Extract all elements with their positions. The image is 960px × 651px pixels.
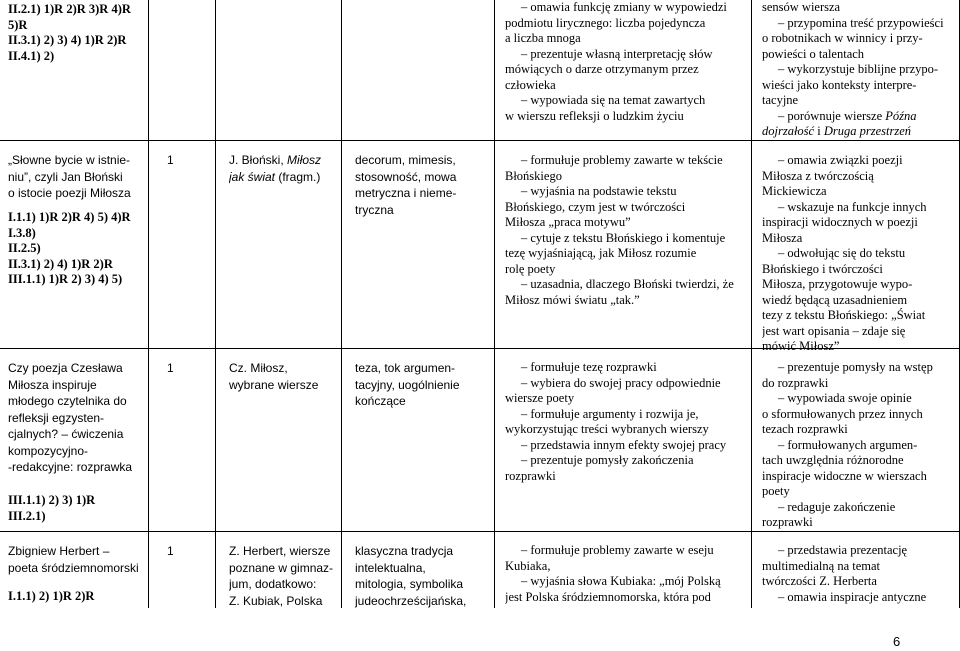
extended-requirements: sensów wiersza – przypomina treść przypowieści o robotnikach w winnicy i przy- powieści o talentach – wykorzystuje biblijne przypo- wieści jako konteksty interpre- tacyjne – porównuje wiersze Późna dojrzałość i Druga przestrzeń: [762, 0, 944, 138]
reading-material: Z. Herbert, wiersze poznane w gimnaz- jum, dodatkowo: Z. Kubiak, Polska: [229, 544, 334, 608]
reading-material: Cz. Miłosz, wybrane wiersze: [229, 361, 319, 392]
column-divider: [341, 0, 342, 608]
column-divider: [494, 0, 495, 608]
hours-count: 1: [167, 361, 174, 375]
extended-requirements: – prezentuje pomysły na wstęp do rozprawki – wypowiada swoje opinie o sformułowanych przez innych tezach rozprawki – formułowanych argumen- tach uwzględnia różnorodne inspiracje widoczne w wierszach poety – redaguje zakończenie rozprawki: [762, 360, 933, 529]
basic-requirements: – formułuje problemy zawarte w tekście Błońskiego – wyjaśnia na podstawie tekstu Błońskiego, czym jest w twórczości Miłosza „praca motywu” – cytuje z tekstu Błońskiego i komentuje tezę wyjaśniającą, jak Miłosz rozumie rolę poety – uzasadnia, dlaczego Błoński twierdzi, że Miłosz mówi światu „tak.”: [505, 153, 734, 307]
basic-requirements: – formułuje problemy zawarte w eseju Kubiaka, – wyjaśnia słowa Kubiaka: „mój Polską jest Polska śródziemnomorska, która pod: [505, 543, 721, 604]
column-divider: [148, 0, 149, 608]
row-divider: [0, 140, 960, 141]
topic-title: Czy poezja Czesława Miłosza inspiruje młodego czytelnika do refleksji egzysten- cjalnych? – ćwiczenia kompozycyjno- -redakcyjne: rozprawka: [8, 361, 133, 474]
topic-title: Zbigniew Herbert – poeta śródziemnomorski: [8, 544, 139, 575]
reading-material: J. Błoński, Miłosz jak świat (fragm.): [229, 153, 322, 184]
requirements-block: III.1.1) 2) 3) 1)R III.2.1): [8, 493, 96, 523]
row-divider: [0, 531, 960, 532]
key-concepts: teza, tok argumen- tacyjny, uogólnienie kończące: [355, 361, 460, 408]
basic-requirements: – omawia funkcję zmiany w wypowiedzi podmiotu lirycznego: liczba pojedyncza a liczba mnoga – prezentuje własną interpretację słów mówiących o darze otrzymanym przez człowieka – wypowiada się na temat zawartych w wierszu refleksji o ludzkim życiu: [505, 0, 727, 123]
topic-title: „Słowne bycie w istnie- niu”, czyli Jan Błoński o istocie poezji Miłosza: [8, 153, 131, 200]
requirements-block: II.2.1) 1)R 2)R 3)R 4)R 5)R II.3.1) 2) 3) 4) 1)R 2)R II.4.1) 2): [8, 2, 131, 63]
key-concepts: klasyczna tradycja intelektualna, mitologia, symbolika judeochrześcijańska,: [355, 544, 467, 608]
requirements-block: I.1.1) 2) 1)R 2)R: [8, 589, 95, 603]
extended-requirements: – przedstawia prezentację multimedialną na temat twórczości Z. Herberta – omawia inspiracje antyczne: [762, 543, 927, 604]
hours-count: 1: [167, 544, 174, 558]
extended-requirements: – omawia związki poezji Miłosza z twórczością Mickiewicza – wskazuje na funkcje innych inspiracji widocznych w poezji Miłosza – odwołując się do tekstu Błońskiego i twórczości Miłosza, przygotowuje wypo- wiedź będącą uzasadnieniem tezy z tekstu Błońskiego: „Świat jest wart opisania – zdaje się mówić Miłosz”: [762, 153, 927, 353]
page-number: 6: [893, 634, 901, 649]
column-divider: [751, 0, 752, 608]
hours-count: 1: [167, 153, 174, 167]
requirements-block: I.1.1) 1)R 2)R 4) 5) 4)R I.3.8) II.2.5) II.3.1) 2) 4) 1)R 2)R III.1.1) 1)R 2) 3) 4) 5): [8, 210, 131, 286]
basic-requirements: – formułuje tezę rozprawki – wybiera do swojej pracy odpowiednie wiersze poety – formułuje argumenty i rozwija je, wykorzystując treści wybranych wierszy – przedstawia innym efekty swojej pracy – prezentuje pomysły zakończenia rozprawki: [505, 360, 727, 483]
key-concepts: decorum, mimesis, stosowność, mowa metryczna i nieme- tryczna: [355, 153, 457, 217]
column-divider: [215, 0, 216, 608]
